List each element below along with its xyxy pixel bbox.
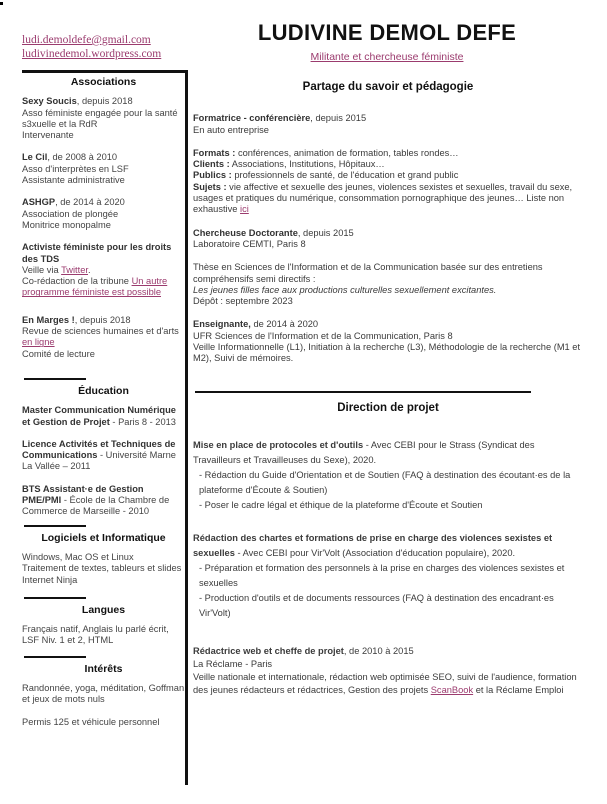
website-link[interactable]: ludivinedemol.wordpress.com [22,48,162,60]
tribune-link[interactable]: Un autre programme féministe est possible [22,276,168,298]
section-rule [24,597,86,599]
association-org: Le Cil [22,152,48,163]
activist-item: Activiste féministe pour les droits des TDS Veille via Twitter. Co-rédaction de la tribune Un autre programme féministe est possible [22,242,185,298]
chercheuse-block: Chercheuse Doctorante, depuis 2015 Laboratoire CEMTI, Paris 8 [193,227,354,249]
twitter-link[interactable]: Twitter [61,264,88,275]
section-divider [195,391,531,393]
email-link[interactable]: ludi.demoldefe@gmail.com [22,34,151,46]
marges-item: En Marges !, depuis 2018 Revue de sciences humaines et d'arts en ligne Comité de lecture [22,314,179,359]
sidebar-top-rule [22,70,188,73]
interests-text: Randonnée, yoga, méditation, Goffman et jeux de mots nuls [22,682,185,705]
association-org: ASHGP [22,197,56,208]
section-title-pedagogie: Partage du savoir et pédagogie [302,81,474,93]
page-title: LUDIVINE DEMOL DEFE [257,20,517,45]
scanbook-link[interactable]: ScanBook [430,684,474,695]
sidebar-divider [185,71,188,785]
corner-mark [0,2,3,5]
education-item: BTS Assistant·e de Gestion PME/PMI - École de la Chambre de Commerce de Marseille - 2010 [22,483,170,517]
license-text: Permis 125 et véhicule personnel [22,716,160,727]
section-title-projet: Direction de projet [337,401,439,414]
software-item: Windows, Mac OS et Linux Traitement de textes, tableurs et slides Internet Ninja [22,551,182,585]
project-item: Rédaction des chartes et formations de prise en charge des violences sexistes et sexuelles - Avec CEBI pour Vir'Volt (Association d'éducation populaire), 2020. - Préparation et formation des personnels à la prise en charges des violences sexistes et sexuelles - Production d'outils et de documents ressources (FAQ à destination des encadrant·es Vir'Volt) [193,532,565,618]
education-item: Licence Activités et Techniques de Communications - Université Marne La Vallée – 2011 [22,438,176,472]
interests-title: Intérêts [84,662,123,675]
marges-org: En Marges ! [22,314,75,325]
liste-link[interactable]: ici [240,204,249,215]
sidebar [22,75,185,739]
enseignante-block: Enseignante, de 2014 à 2020 UFR Sciences de l'Information et de la Communication, Paris 8 Veille Informationnelle (L1), Initiation à la recherche (L3), Méthodologie de la recherche (M1 et M2), Suivi de mémoires. [193,319,581,364]
education-item: Master Communication Numérique et Gestion de Projet - Paris 8 - 2013 [22,405,176,427]
education-title: Éducation [78,384,129,397]
details-block: Formats : conférences, animation de formation, tables rondes… Clients : Associations, Institutions, Hôpitaux… Publics : professionnels de santé, de l'éducation et grand public Sujets : vie affective et sexuelle des jeunes, violences sexistes et sexuelles, travail du sexe, usages et pratiques du numérique, consommation pornographique des jeunes… Liste non exhaustive ici [193,147,573,215]
association-item: Le Cil, de 2008 à 2010 Asso d'interprètes en LSF Assistante administrative [22,152,129,186]
languages-text: Français natif, Anglais lu parlé écrit, LSF Niv. 1 et 2, HTML [22,624,169,646]
project-item: Mise en place de protocoles et d'outils - Avec CEBI pour le Strass (Syndicat des Travailleurs et Travailleuses du Sexe), 2020. - Rédaction du Guide d'Orientation et de Soutien (FAQ à destination des écoutant·es de la plateforme d'Écoute & Soutien) - Poser le cadre légal et éthique de la plateforme d'Écoute et Soutien [193,439,571,510]
section-rule [24,525,86,527]
tagline: Militante et chercheuse féministe [310,51,464,63]
languages-title: Langues [81,603,126,616]
main-column [193,82,583,715]
contact-block [22,33,161,61]
association-item: Sexy Soucis, depuis 2018 Asso féministe engagée pour la santé s3xuelle et la RdR Intervenante [22,96,178,141]
marges-online-link[interactable]: en ligne [22,337,55,348]
association-item: ASHGP, de 2014 à 2020 Association de plongée Monitrice monopalme [22,197,125,230]
project-item: Rédactrice web et cheffe de projet, de 2010 à 2015 La Réclame - Paris Veille nationale et internationale, rédaction web optimisée SEO, suivi de l'audience, formation des jeunes rédacteurs et rédactrices, Gestion des projets ScanBook et la Réclame Emploi [193,645,577,695]
associations-title: Associations [70,76,137,88]
these-block: Thèse en Sciences de l'Information et de la Communication basée sur des entretiens compréhensifs semi directifs : Les jeunes filles face aux productions culturelles sexuellement excitantes. Dépôt : septembre 2023 [193,262,543,307]
formatrice-block: Formatrice - conférencière, depuis 2015 En auto entreprise [193,113,367,135]
software-title: Logiciels et Informatique [41,531,166,544]
association-org: Sexy Soucis [22,96,77,107]
section-rule [24,656,86,658]
section-rule [24,378,86,380]
activist-title: Activiste féministe pour les droits des TDS [22,242,172,264]
